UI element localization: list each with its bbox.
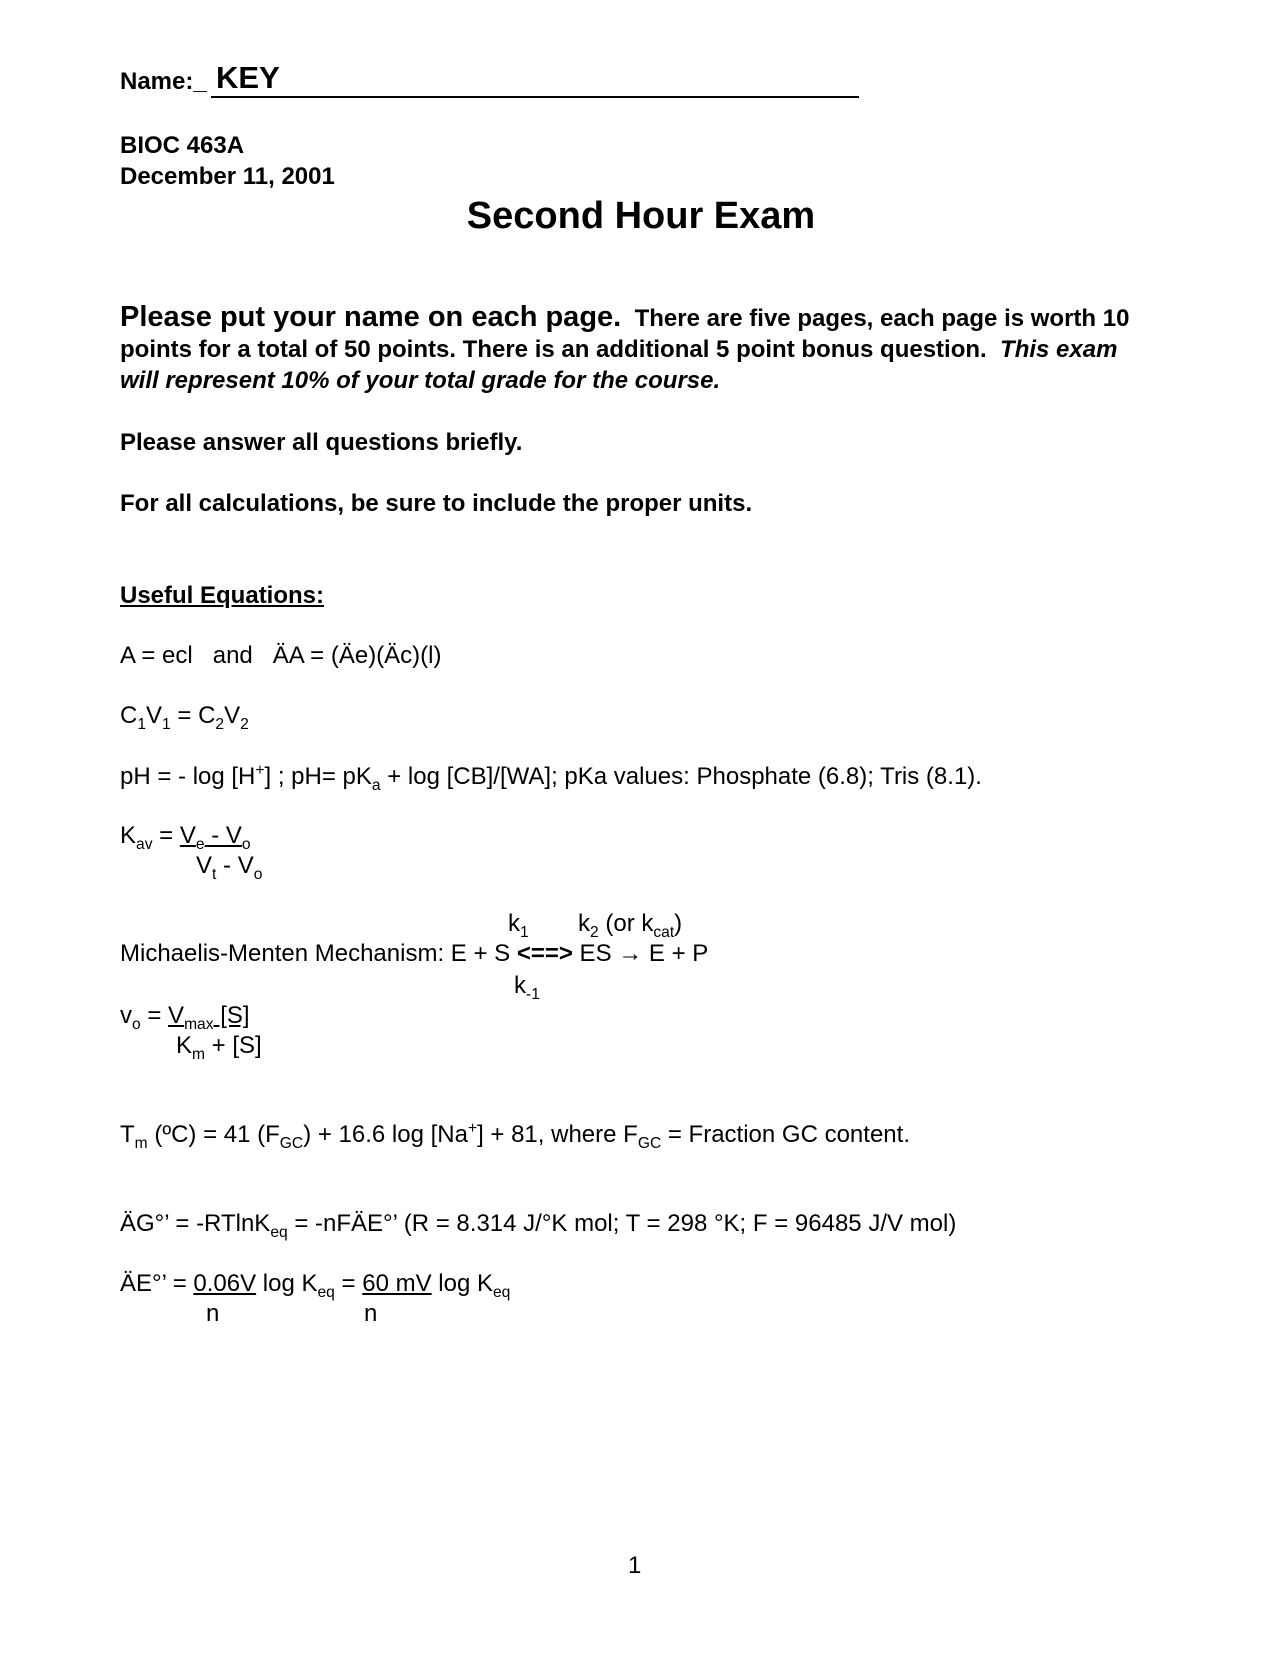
- nernst-equation: ÄE°’ = 0.06V $\log K_{eq} = 60$ mV $\log K_{eq}$: [120, 1270, 511, 1301]
- instructions-points: There are five pages, each page is worth 10 points for a total of 50 points. There is an additional 5 point bonus question.: [120, 305, 1130, 363]
- mm-k2: $k_2$ (or $k_{cat}$): [578, 910, 683, 941]
- instructions-units: For all calculations, be sure to include the proper units.: [120, 490, 753, 517]
- vo-denominator: $K_m + [S]$: [176, 1032, 262, 1063]
- tm-equation: $T_m$ (ºC) = 41 $(F_{GC}) + 16.6$ log [Na+] + 81, where $F_{GC}$ = Fraction GC content.: [120, 1120, 910, 1152]
- page-title: Second Hour Exam: [466, 195, 816, 237]
- exam-date: December 11, 2001: [120, 163, 335, 190]
- equations-heading: Useful Equations:: [120, 582, 325, 609]
- name-underline: [211, 96, 859, 98]
- instructions-lead: Please put your name on each page.: [120, 301, 622, 333]
- instructions-paragraph: [120, 302, 1160, 396]
- nernst-denominator-1: n: [206, 1300, 220, 1327]
- michaelis-menten-mechanism: Michaelis-Menten Mechanism: E + S <==> ES → E + P: [120, 940, 709, 967]
- reaction-arrow-icon: →: [618, 940, 643, 967]
- instructions-italic: This exam will represent 10% of your total grade for the course.: [120, 336, 1118, 394]
- gibbs-equation: ÄG°’ = -RTlnK$_{eq}$ = -nFÄE°’ (R = 8.314 J/°K mol; T = 298 °K; F = 96485 J/V mol): [120, 1210, 957, 1241]
- mm-k-minus1: $k_{-1}$: [514, 972, 540, 1003]
- name-label: Name:_: [120, 68, 207, 95]
- instructions-briefly: Please answer all questions briefly.: [120, 429, 523, 456]
- course-code: BIOC 463A: [120, 132, 245, 159]
- vo-equation: $v_o = V_{max}$ [S]: [120, 1002, 250, 1033]
- mm-k1: $k_1$: [508, 910, 529, 941]
- ph-equation: pH = - log [H+] ; $pH= pK_a + \log [CB]/[WA]$; pKa values: Phosphate (6.8); Tris (8.1).: [120, 762, 982, 794]
- nernst-denominator-2: n: [364, 1300, 378, 1327]
- kav-equation: $K_{av} = V_e - V_o$: [120, 822, 251, 853]
- dilution-equation: $C_1V_1 = C_2V_2$: [120, 702, 249, 733]
- page-number: 1: [628, 1552, 642, 1579]
- kav-denominator: $V_t - V_o$: [196, 852, 263, 883]
- beer-lambert-equation: A = ecl and ÄA = (Äe)(Äc)(l): [120, 642, 442, 669]
- name-value: KEY: [216, 60, 280, 95]
